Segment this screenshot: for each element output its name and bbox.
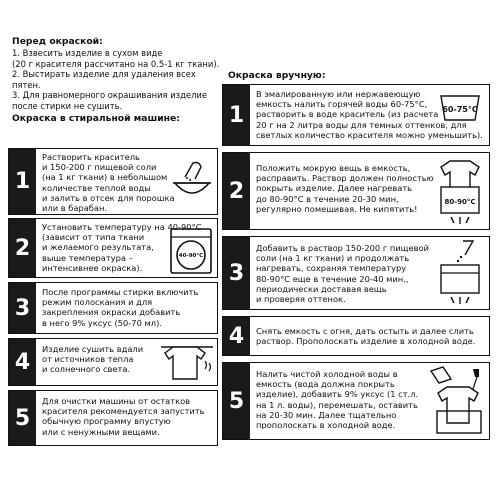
step-text: Установить температуру на 40-90°С (зависит от типа ткани и желаемого результата, выше температура – интенсивнее окраска). — [42, 222, 202, 273]
hand-step-1 — [222, 84, 490, 146]
step-text: Изделие сушить вдали от источников тепла и солнечного света. — [42, 344, 144, 375]
washing-machine-icon — [167, 227, 215, 275]
machine-step-1 — [8, 148, 218, 215]
svg-text:40-90°C: 40-90°C — [178, 253, 204, 259]
step-number: 1 — [9, 149, 36, 214]
dye-bowl-icon — [169, 159, 215, 201]
step-text: Для очистки машины от остатков красителя рекомендуется запустить обычную программу впустую или с ненужными вещами. — [42, 396, 205, 437]
step-number: 5 — [223, 363, 250, 439]
intro-line: (20 г красителя рассчитано на 0.5-1 кг ткани). — [12, 58, 220, 69]
step-number: 4 — [223, 317, 250, 355]
hand-step-5 — [222, 362, 490, 440]
step-number: 5 — [9, 391, 36, 445]
step-text: Налить чистой холодной воды в емкость (вода должна покрыть изделие), добавить 9% уксус (1 ст.л. на 1 л. воды), перемешать, оставить на 20-30 мин. Далее тщательно прополоскать в холодной воде. — [256, 369, 419, 431]
hand-step-4 — [222, 316, 490, 356]
intro-line: 1. Взвесить изделие в сухом виде — [12, 48, 163, 58]
svg-text:80-90°C: 80-90°C — [444, 198, 476, 206]
hand-step-2 — [222, 152, 490, 230]
step-number: 1 — [223, 85, 250, 145]
step-number: 2 — [9, 219, 36, 277]
step-text: После программы стирки включить режим полоскания и для закрепления окраски добавить в него 9% уксус (50-70 мл). — [42, 287, 199, 328]
intro-line: 2. Выстирать изделие для удаления всех — [12, 69, 196, 80]
step-number: 2 — [223, 153, 250, 229]
salt-spoon-pot-icon — [433, 239, 487, 307]
step-number: 3 — [223, 237, 250, 309]
machine-step-2 — [8, 218, 218, 278]
step-text: Добавить в раствор 150-200 г пищевой соли (на 1 кг ткани) и продолжать нагревать, сохраняя температуру 80-90°С еще в течение 20-40 мин., периодически доставая вещь и проверяя оттенок. — [256, 243, 429, 305]
step-number: 3 — [9, 283, 36, 333]
intro-line: после стирки не сушить. — [12, 100, 123, 111]
machine-step-3 — [8, 282, 218, 334]
before-dyeing-section — [12, 36, 232, 125]
hand-dyeing-title: Окраска вручную: — [228, 70, 326, 81]
step-text: Положить мокрую вещь в емкость, расправить. Раствор должен полностью покрыть изделие. Далее нагревать до 80-90°С в течение 20-30 мин, регулярно помешивая. Не кипятить! — [256, 163, 434, 214]
svg-text:60-75°C: 60-75°C — [442, 105, 478, 114]
machine-dyeing-title: Окраска в стиральной машине: — [12, 112, 180, 124]
drying-shirt-icon — [159, 341, 215, 383]
vinegar-rinse-icon — [425, 365, 487, 437]
step-number: 4 — [9, 339, 36, 385]
before-dyeing-title: Перед окраской: — [12, 36, 103, 47]
machine-step-4 — [8, 338, 218, 386]
shirt-in-pot-icon — [433, 157, 487, 227]
machine-step-5 — [8, 390, 218, 446]
hand-step-3 — [222, 236, 490, 310]
intro-line: пятен. — [12, 79, 41, 90]
temperature-badge-icon — [435, 88, 485, 124]
step-text: В эмалированную или нержавеющую емкость налить горячей воды 60-75°С, растворить в воде краситель (из расчета 20 г на 2 литра воды для темных оттенков, для светлых количество красителя можно уменьшить). — [256, 89, 483, 140]
step-text: Растворить краситель и 150-200 г пищевой соли (на 1 кг ткани) в небольшом количестве теплой воды и залить в отсек для порошка или в барабан. — [42, 152, 175, 214]
step-text: Снять емкость с огня, дать остыть и далее слить раствор. Прополоскать изделие в холодной воде. — [256, 326, 476, 347]
intro-line: 3. Для равномерного окрашивания изделие — [12, 90, 208, 101]
